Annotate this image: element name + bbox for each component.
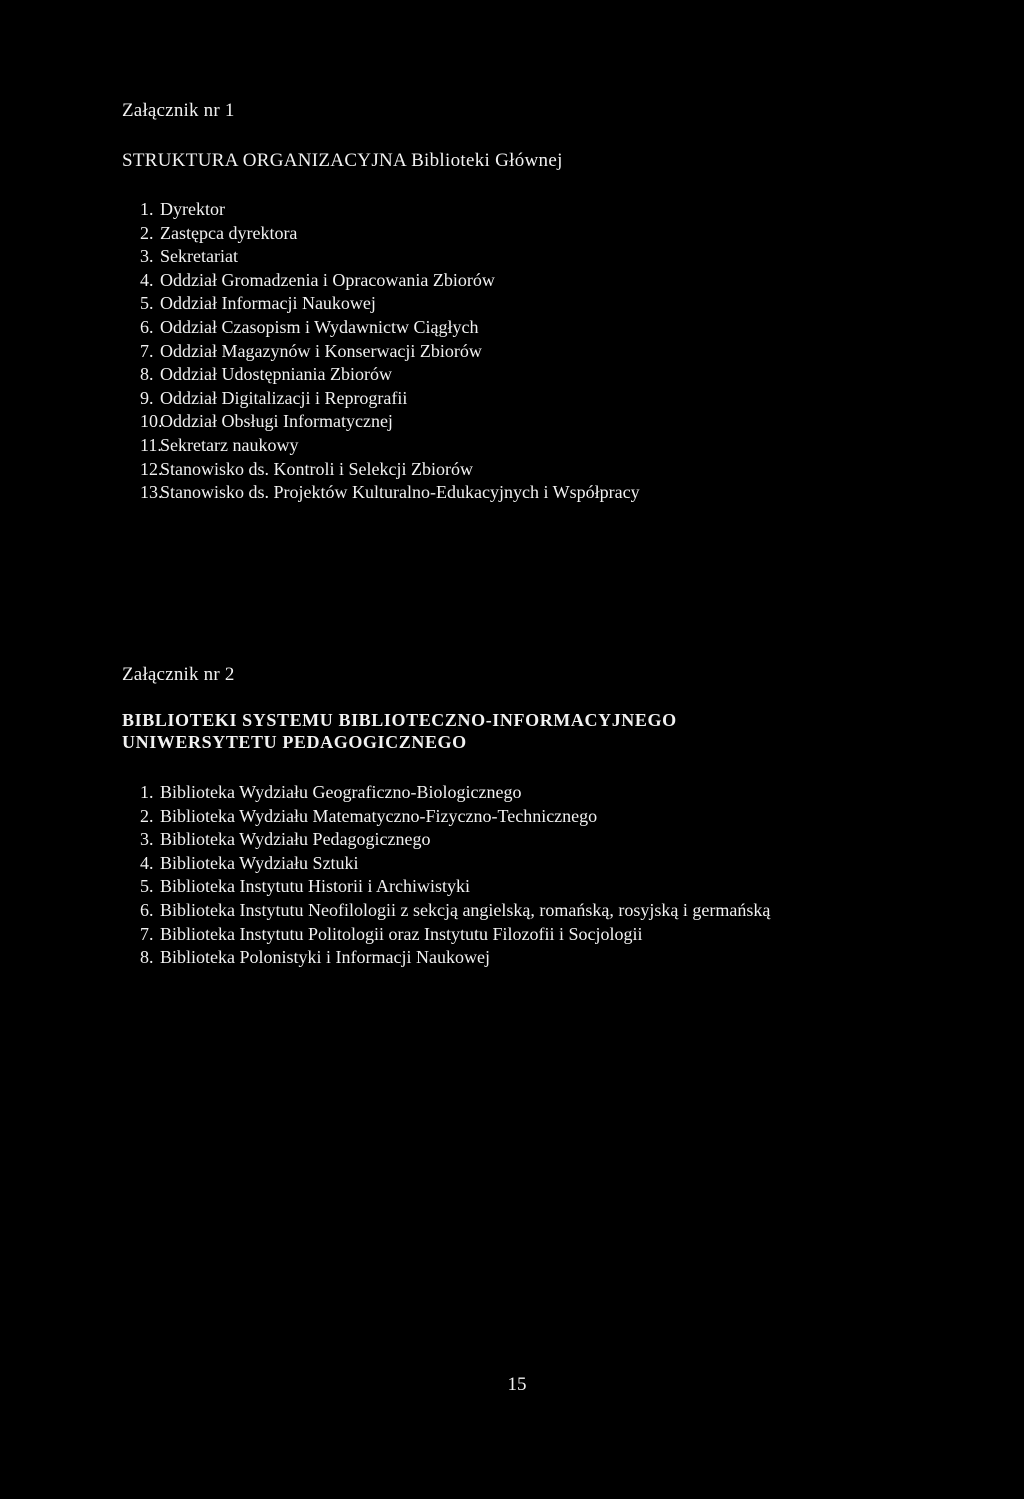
list-item-number: 9. — [140, 387, 154, 408]
list-item — [122, 198, 640, 222]
list-item — [122, 875, 770, 899]
list-item-number: 7. — [140, 340, 154, 361]
list-item — [122, 269, 640, 293]
library-system-list — [122, 781, 770, 970]
list-item-text: Oddział Magazynów i Konserwacji Zbiorów — [160, 340, 482, 361]
list-item-number: 12. — [140, 458, 163, 479]
annex-1-title-prefix: STRUKTURA ORGANIZACYJNA — [122, 150, 407, 171]
list-item-number: 5. — [140, 293, 154, 314]
list-item-text: Sekretarz naukowy — [160, 434, 299, 455]
list-item-number: 13. — [140, 482, 163, 503]
list-item-number: 8. — [140, 947, 154, 968]
annex-1-title — [122, 150, 563, 172]
annex-2-title-line-2: UNIWERSYTETU PEDAGOGICZNEGO — [122, 732, 467, 752]
list-item — [122, 458, 640, 482]
list-item-text: Biblioteka Wydziału Pedagogicznego — [160, 829, 431, 850]
list-item — [122, 828, 770, 852]
list-item-text: Biblioteka Instytutu Neofilologii z sekcją angielską, romańską, rosyjską i germańską — [160, 899, 771, 920]
list-item-text: Sekretariat — [160, 246, 238, 267]
list-item — [122, 292, 640, 316]
list-item — [122, 852, 770, 876]
list-item — [122, 899, 770, 923]
annex-2-heading: Załącznik nr 2 — [122, 664, 235, 685]
list-item-text: Oddział Informacji Naukowej — [160, 293, 376, 314]
list-item-text: Biblioteka Wydziału Geograficzno-Biologicznego — [160, 782, 522, 802]
list-item — [122, 363, 640, 387]
list-item-number: 4. — [140, 852, 154, 873]
list-item-number: 1. — [140, 782, 154, 802]
list-item-text: Oddział Gromadzenia i Opracowania Zbiorów — [160, 269, 495, 290]
list-item-text: Zastępca dyrektora — [160, 222, 298, 243]
list-item — [122, 434, 640, 458]
list-item — [122, 410, 640, 434]
list-item-number: 4. — [140, 269, 154, 290]
annex-1-title-suffix: Biblioteki Głównej — [411, 150, 563, 171]
list-item-number: 10. — [140, 411, 163, 432]
list-item-number: 6. — [140, 316, 154, 337]
list-item — [122, 387, 640, 411]
list-item — [122, 805, 770, 829]
list-item-text: Oddział Obsługi Informatycznej — [160, 411, 393, 432]
list-item-number: 7. — [140, 923, 154, 944]
list-item-text: Oddział Udostępniania Zbiorów — [160, 364, 392, 385]
list-item-number: 2. — [140, 805, 154, 826]
list-item-text: Biblioteka Wydziału Sztuki — [160, 852, 359, 873]
list-item-text: Stanowisko ds. Projektów Kulturalno-Edukacyjnych i Współpracy — [160, 482, 640, 503]
list-item-text: Biblioteka Wydziału Matematyczno-Fizyczno-Technicznego — [160, 805, 598, 826]
list-item-number: 2. — [140, 222, 154, 243]
annex-2-title-line-1: BIBLIOTEKI SYSTEMU BIBLIOTECZNO-INFORMACYJNEGO — [122, 710, 677, 730]
list-item-text: Oddział Czasopism i Wydawnictw Ciągłych — [160, 316, 479, 337]
list-item-text: Dyrektor — [160, 199, 225, 219]
list-item-number: 3. — [140, 246, 154, 267]
list-item — [122, 340, 640, 364]
list-item — [122, 316, 640, 340]
list-item-number: 8. — [140, 364, 154, 385]
list-item — [122, 245, 640, 269]
list-item — [122, 222, 640, 246]
list-item-text: Biblioteka Instytutu Historii i Archiwistyki — [160, 876, 470, 897]
list-item — [122, 923, 770, 947]
annex-1-heading: Załącznik nr 1 — [122, 100, 235, 121]
list-item — [122, 481, 640, 505]
organizational-structure-list — [122, 198, 640, 505]
page-number: 15 — [507, 1374, 527, 1395]
list-item-text: Oddział Digitalizacji i Reprografii — [160, 387, 408, 408]
list-item-number: 11. — [140, 434, 162, 455]
list-item-text: Biblioteka Polonistyki i Informacji Naukowej — [160, 947, 490, 968]
list-item-number: 5. — [140, 876, 154, 897]
list-item — [122, 946, 770, 970]
list-item — [122, 781, 770, 805]
list-item-number: 6. — [140, 899, 154, 920]
list-item-number: 3. — [140, 829, 154, 850]
annex-2-title — [122, 709, 677, 753]
list-item-number: 1. — [140, 199, 154, 219]
list-item-text: Stanowisko ds. Kontroli i Selekcji Zbiorów — [160, 458, 473, 479]
list-item-text: Biblioteka Instytutu Politologii oraz Instytutu Filozofii i Socjologii — [160, 923, 643, 944]
